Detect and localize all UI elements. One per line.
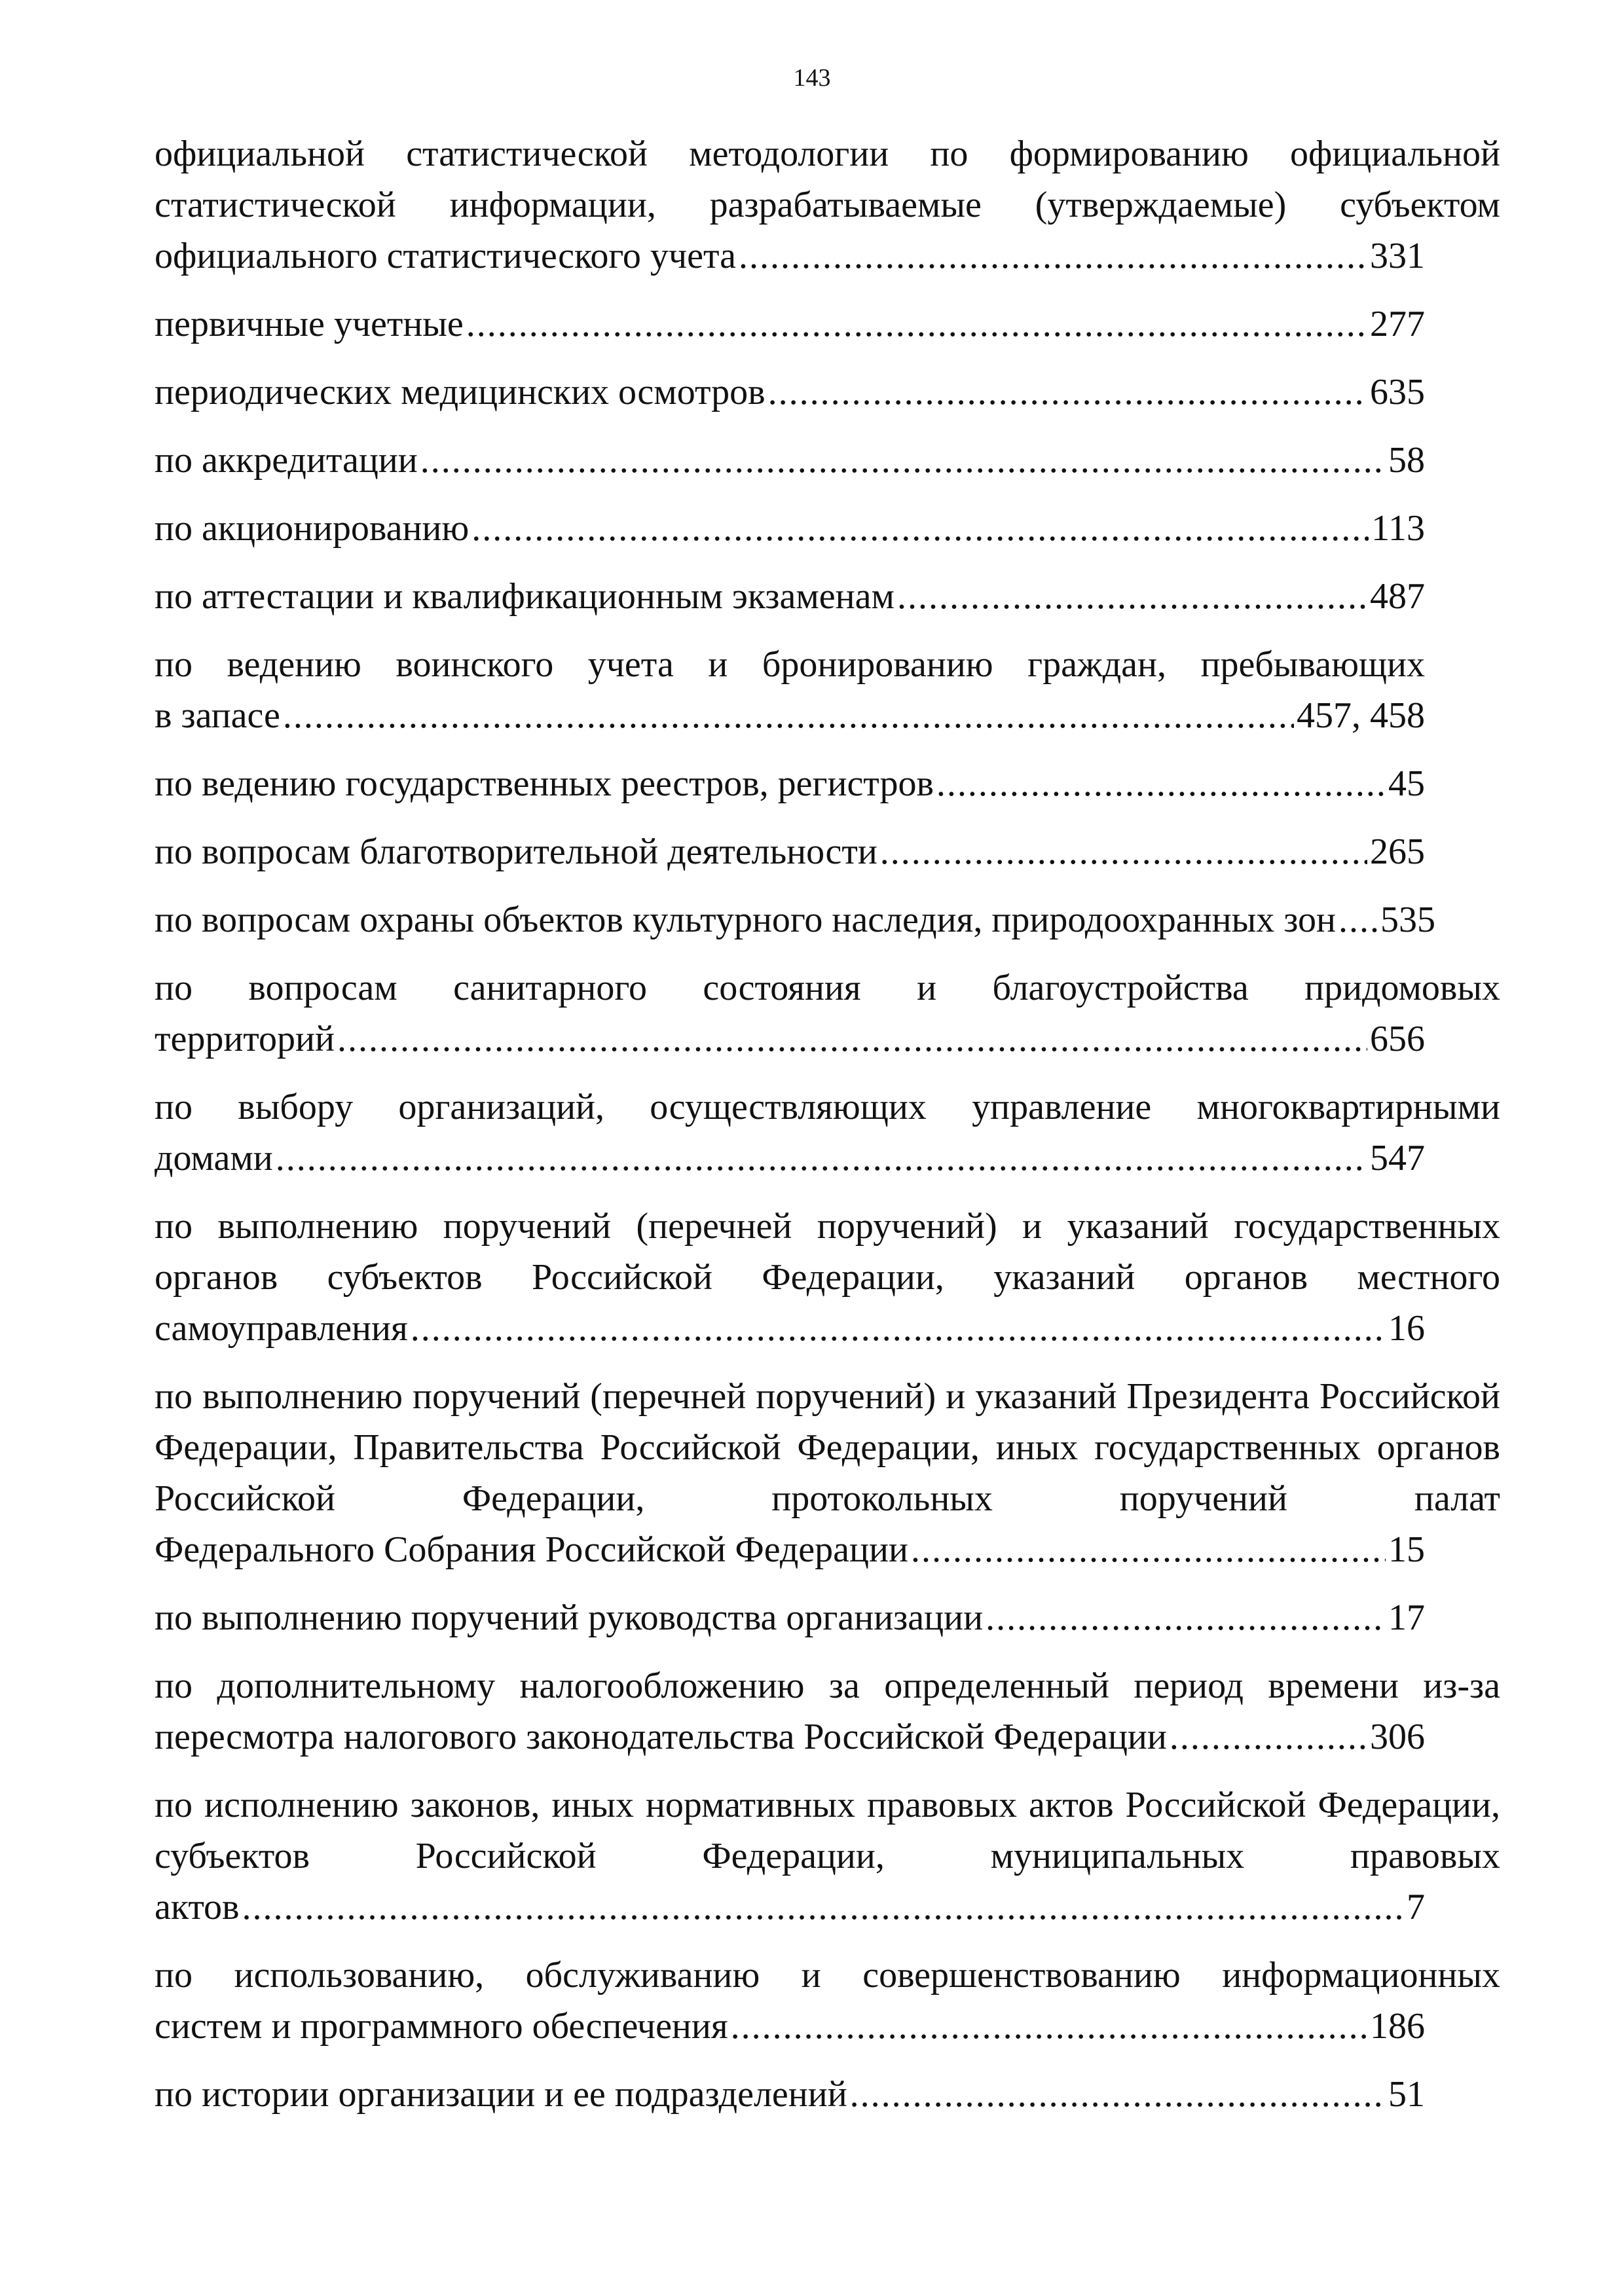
dot-leader xyxy=(880,826,1367,877)
entry-lead: по дополнительному налогообложению за определенный период времени из-за xyxy=(155,1666,1500,1706)
entry-page: 535 xyxy=(1380,900,1435,940)
index-entry xyxy=(155,503,1500,554)
entry-last-line xyxy=(155,230,1425,282)
index-entry xyxy=(155,758,1500,809)
entry-lead: по вопросам санитарного состояния и благоустройства придомовых xyxy=(155,968,1500,1008)
entry-tail: по аккредитации xyxy=(155,440,418,481)
index-entry xyxy=(155,639,1500,741)
dot-leader xyxy=(471,503,1369,554)
dot-leader xyxy=(986,1592,1386,1643)
entry-tail: в запасе xyxy=(155,695,280,736)
entry-last-line xyxy=(155,894,1490,945)
entry-last-line xyxy=(155,571,1425,622)
entry-last-line xyxy=(155,2069,1425,2120)
dot-leader xyxy=(768,367,1367,418)
entry-page: 17 xyxy=(1388,1597,1425,1638)
entry-page: 457, 458 xyxy=(1297,695,1425,736)
entry-page: 277 xyxy=(1370,304,1425,344)
index-entry xyxy=(155,894,1500,945)
entry-page: 113 xyxy=(1371,508,1425,549)
entry-last-line xyxy=(155,435,1425,486)
index-entry xyxy=(155,299,1500,350)
entry-tail: по ведению государственных реестров, регистров xyxy=(155,763,934,804)
dot-leader xyxy=(850,2069,1386,2120)
entry-tail: официального статистического учета xyxy=(155,236,736,276)
entry-page: 547 xyxy=(1370,1138,1425,1178)
index-entry xyxy=(155,1201,1500,1354)
dot-leader xyxy=(731,2001,1367,2052)
dot-leader xyxy=(411,1303,1386,1354)
entry-last-line xyxy=(155,299,1425,350)
index-entry xyxy=(155,1082,1500,1184)
dot-leader xyxy=(897,571,1367,622)
index-entry xyxy=(155,1660,1500,1762)
index-entry xyxy=(155,2069,1500,2120)
entry-tail: территорий xyxy=(155,1019,335,1059)
entry-last-line xyxy=(155,503,1425,554)
entry-tail: пересмотра налогового законодательства Российской Федерации xyxy=(155,1717,1167,1757)
entry-tail: по акционированию xyxy=(155,508,470,549)
dot-leader xyxy=(936,758,1386,809)
entry-page: 16 xyxy=(1388,1308,1425,1349)
entry-page: 186 xyxy=(1370,2006,1425,2047)
entry-page: 656 xyxy=(1370,1019,1425,1059)
dot-leader xyxy=(911,1524,1386,1575)
dot-leader xyxy=(242,1882,1405,1933)
entry-tail: самоуправления xyxy=(155,1308,408,1349)
entry-page: 45 xyxy=(1388,763,1425,804)
entry-tail: первичные учетные xyxy=(155,304,464,344)
index-entry xyxy=(155,962,1500,1065)
entry-tail: по вопросам благотворительной деятельности xyxy=(155,831,877,872)
entry-tail: Федерального Собрания Российской Федерации xyxy=(155,1529,908,1570)
entry-page: 635 xyxy=(1370,372,1425,412)
index-entry xyxy=(155,1592,1500,1643)
index-entry xyxy=(155,1371,1500,1575)
entry-last-line xyxy=(155,1133,1425,1184)
entry-tail: по истории организации и ее подразделений xyxy=(155,2074,847,2115)
index-entry xyxy=(155,826,1500,877)
entry-page: 15 xyxy=(1388,1529,1425,1570)
entry-page: 306 xyxy=(1370,1717,1425,1757)
dot-leader xyxy=(1338,894,1378,945)
index-entry xyxy=(155,367,1500,418)
index-entry xyxy=(155,1779,1500,1933)
entry-lead: по выбору организаций, осуществляющих управление многоквартирными xyxy=(155,1087,1500,1127)
dot-leader xyxy=(739,230,1367,282)
index-entry xyxy=(155,571,1500,622)
entry-last-line xyxy=(155,367,1425,418)
entry-tail: систем и программного обеспечения xyxy=(155,2006,728,2047)
entry-tail: по вопросам охраны объектов культурного наследия, природоохранных зон xyxy=(155,900,1336,940)
entry-page: 7 xyxy=(1407,1887,1425,1927)
entry-page: 51 xyxy=(1388,2074,1425,2115)
entry-page: 265 xyxy=(1370,831,1425,872)
dot-leader xyxy=(1170,1711,1367,1762)
entry-last-line xyxy=(155,758,1425,809)
entry-last-line xyxy=(155,1524,1425,1575)
entry-lead: по ведению воинского учета и бронированию граждан, пребывающих xyxy=(155,644,1425,685)
page-number: 143 xyxy=(793,64,831,92)
entry-page: 487 xyxy=(1370,576,1425,617)
dot-leader xyxy=(283,690,1294,741)
entry-last-line xyxy=(155,826,1425,877)
index-entry xyxy=(155,128,1500,282)
entry-last-line xyxy=(155,2001,1425,2052)
entry-last-line xyxy=(155,1882,1425,1933)
entry-last-line xyxy=(155,1013,1425,1065)
entry-last-line xyxy=(155,1303,1425,1354)
entry-tail: домами xyxy=(155,1138,273,1178)
entry-lead: официальной статистической методологии по формированию официальной статистической информации, разрабатываемые (утверждаемые) субъектом xyxy=(155,134,1500,225)
index-entry xyxy=(155,1950,1500,2052)
dot-leader xyxy=(466,299,1367,350)
entry-lead: по исполнению законов, иных нормативных правовых актов Российской Федерации, субъектов Российской Федерации, муниципальных правовых xyxy=(155,1785,1500,1876)
dot-leader xyxy=(276,1133,1367,1184)
entry-lead: по выполнению поручений (перечней поручений) и указаний Президента Российской Федерации, Правительства Российской Федерации, иных государственных органов Российской Федерации, протокольных поручений палат xyxy=(155,1376,1500,1519)
index-entry xyxy=(155,435,1500,486)
entry-tail: периодических медицинских осмотров xyxy=(155,372,766,412)
index-entries xyxy=(155,128,1500,2137)
dot-leader xyxy=(337,1013,1367,1065)
entry-last-line xyxy=(155,690,1425,741)
entry-last-line xyxy=(155,1592,1425,1643)
entry-last-line xyxy=(155,1711,1425,1762)
entry-tail: по аттестации и квалификационным экзаменам xyxy=(155,576,895,617)
entry-page: 58 xyxy=(1388,440,1425,481)
entry-lead: по использованию, обслуживанию и совершенствованию информационных xyxy=(155,1955,1500,1995)
entry-page: 331 xyxy=(1370,236,1425,276)
dot-leader xyxy=(420,435,1386,486)
entry-tail: актов xyxy=(155,1887,240,1927)
entry-lead: по выполнению поручений (перечней поручений) и указаний государственных органов субъектов Российской Федерации, указаний органов местного xyxy=(155,1206,1500,1298)
entry-tail: по выполнению поручений руководства организации xyxy=(155,1597,984,1638)
